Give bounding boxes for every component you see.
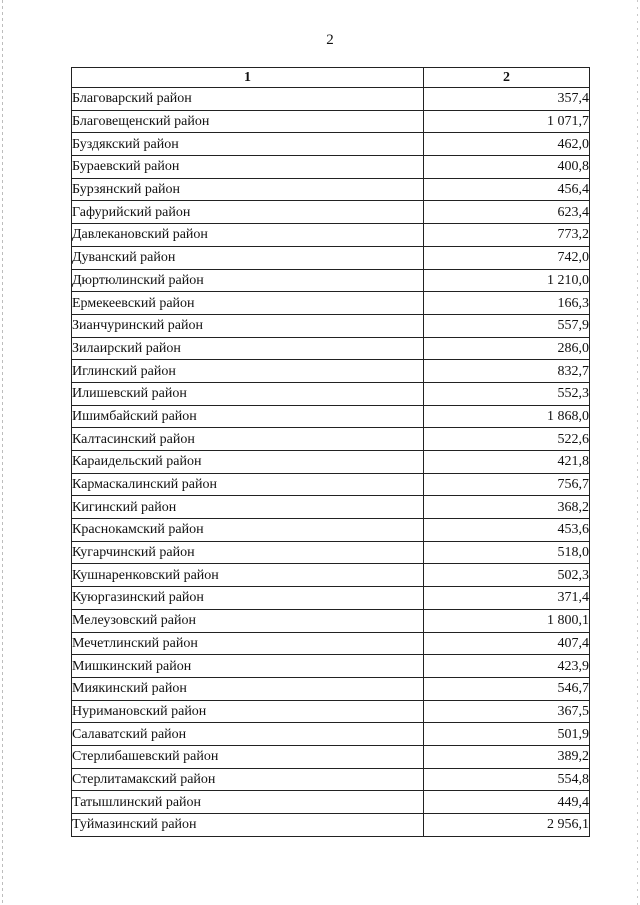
table-row	[72, 609, 590, 632]
district-name-cell: Туймазинский район	[72, 814, 424, 837]
value-cell: 453,6	[424, 519, 590, 542]
district-name-cell: Илишевский район	[72, 382, 424, 405]
scan-edge-right	[637, 0, 638, 905]
value-cell: 522,6	[424, 428, 590, 451]
value-cell: 1 868,0	[424, 405, 590, 428]
value-cell: 421,8	[424, 451, 590, 474]
district-name-cell: Гафурийский район	[72, 201, 424, 224]
district-name-cell: Буздякский район	[72, 133, 424, 156]
district-name-cell: Стерлитамакский район	[72, 768, 424, 791]
value-cell: 407,4	[424, 632, 590, 655]
district-name-cell: Мелеузовский район	[72, 609, 424, 632]
scan-edge-left	[2, 0, 3, 905]
value-cell: 389,2	[424, 745, 590, 768]
value-cell: 501,9	[424, 723, 590, 746]
district-name-cell: Куюргазинский район	[72, 587, 424, 610]
district-name-cell: Нуримановский район	[72, 700, 424, 723]
table-row	[72, 564, 590, 587]
table-row	[72, 88, 590, 111]
district-name-cell: Благоварский район	[72, 88, 424, 111]
value-cell: 368,2	[424, 496, 590, 519]
value-cell: 832,7	[424, 360, 590, 383]
district-name-cell: Кигинский район	[72, 496, 424, 519]
value-cell: 557,9	[424, 314, 590, 337]
value-cell: 400,8	[424, 156, 590, 179]
table-row	[72, 677, 590, 700]
value-cell: 554,8	[424, 768, 590, 791]
district-name-cell: Мечетлинский район	[72, 632, 424, 655]
table-row	[72, 768, 590, 791]
table-row	[72, 360, 590, 383]
table-row	[72, 519, 590, 542]
table-row	[72, 110, 590, 133]
table-row	[72, 814, 590, 837]
district-name-cell: Иглинский район	[72, 360, 424, 383]
table-row	[72, 292, 590, 315]
value-cell: 742,0	[424, 246, 590, 269]
district-name-cell: Давлекановский район	[72, 224, 424, 247]
table-row	[72, 337, 590, 360]
table-row	[72, 428, 590, 451]
table-row	[72, 700, 590, 723]
district-name-cell: Краснокамский район	[72, 519, 424, 542]
district-name-cell: Кушнаренковский район	[72, 564, 424, 587]
district-name-cell: Караидельский район	[72, 451, 424, 474]
district-name-cell: Зианчуринский район	[72, 314, 424, 337]
value-cell: 1 071,7	[424, 110, 590, 133]
value-cell: 456,4	[424, 178, 590, 201]
district-name-cell: Татышлинский район	[72, 791, 424, 814]
table-header-row	[72, 68, 590, 88]
value-cell: 462,0	[424, 133, 590, 156]
district-name-cell: Благовещенский район	[72, 110, 424, 133]
value-cell: 423,9	[424, 655, 590, 678]
table-row	[72, 133, 590, 156]
table-row	[72, 405, 590, 428]
value-cell: 773,2	[424, 224, 590, 247]
value-cell: 756,7	[424, 473, 590, 496]
value-cell: 2 956,1	[424, 814, 590, 837]
page-number: 2	[326, 32, 334, 48]
table-row	[72, 201, 590, 224]
district-name-cell: Бурзянский район	[72, 178, 424, 201]
district-table	[71, 67, 590, 837]
table-row	[72, 541, 590, 564]
district-name-cell: Стерлибашевский район	[72, 745, 424, 768]
column-header-2: 2	[424, 68, 590, 88]
district-name-cell: Дуванский район	[72, 246, 424, 269]
district-name-cell: Кармаскалинский район	[72, 473, 424, 496]
district-name-cell: Ермекеевский район	[72, 292, 424, 315]
value-cell: 449,4	[424, 791, 590, 814]
district-name-cell: Зилаирский район	[72, 337, 424, 360]
table-row	[72, 451, 590, 474]
table-row	[72, 632, 590, 655]
value-cell: 552,3	[424, 382, 590, 405]
district-name-cell: Мишкинский район	[72, 655, 424, 678]
table-row	[72, 178, 590, 201]
table-row	[72, 587, 590, 610]
district-name-cell: Кугарчинский район	[72, 541, 424, 564]
table-row	[72, 791, 590, 814]
table-row	[72, 473, 590, 496]
district-name-cell: Дюртюлинский район	[72, 269, 424, 292]
table-row	[72, 314, 590, 337]
district-name-cell: Ишимбайский район	[72, 405, 424, 428]
table-row	[72, 723, 590, 746]
district-name-cell: Миякинский район	[72, 677, 424, 700]
district-name-cell: Салаватский район	[72, 723, 424, 746]
column-header-1: 1	[72, 68, 424, 88]
table-row	[72, 246, 590, 269]
table-row	[72, 496, 590, 519]
value-cell: 166,3	[424, 292, 590, 315]
table-row	[72, 745, 590, 768]
table-row	[72, 224, 590, 247]
value-cell: 518,0	[424, 541, 590, 564]
value-cell: 623,4	[424, 201, 590, 224]
table-row	[72, 382, 590, 405]
district-name-cell: Калтасинский район	[72, 428, 424, 451]
table-row	[72, 156, 590, 179]
value-cell: 286,0	[424, 337, 590, 360]
value-cell: 502,3	[424, 564, 590, 587]
table-row	[72, 269, 590, 292]
value-cell: 1 800,1	[424, 609, 590, 632]
value-cell: 357,4	[424, 88, 590, 111]
value-cell: 371,4	[424, 587, 590, 610]
district-name-cell: Бураевский район	[72, 156, 424, 179]
value-cell: 1 210,0	[424, 269, 590, 292]
table-body	[72, 88, 590, 837]
table-row	[72, 655, 590, 678]
value-cell: 367,5	[424, 700, 590, 723]
value-cell: 546,7	[424, 677, 590, 700]
